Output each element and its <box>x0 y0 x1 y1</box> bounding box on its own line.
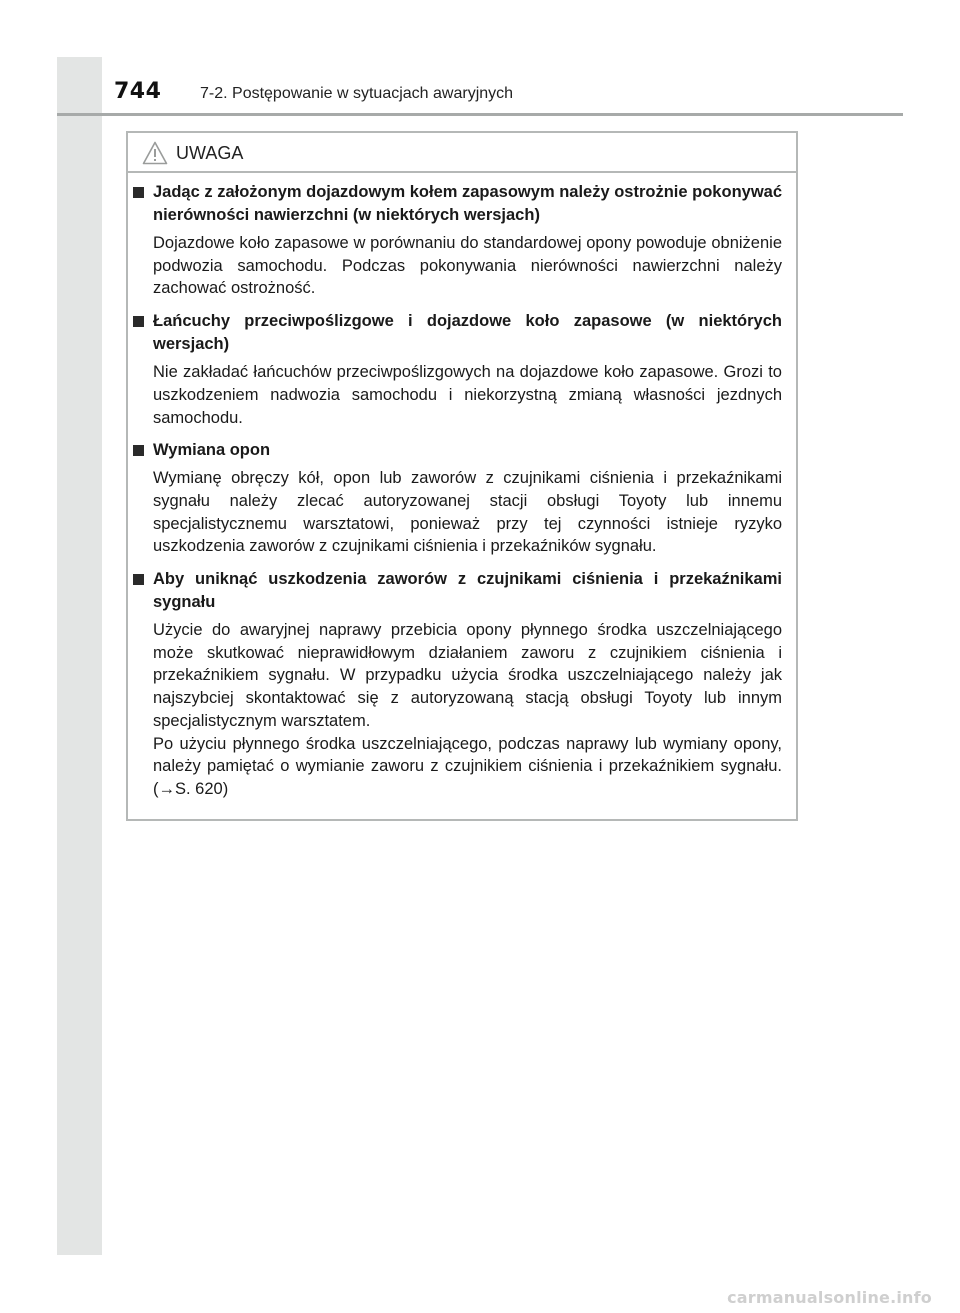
header-divider <box>57 113 903 116</box>
section-heading-text: Wymiana opon <box>153 441 271 460</box>
section-body <box>131 619 782 801</box>
warning-title: UWAGA <box>176 143 244 163</box>
section-paragraph: Dojazdowe koło zapasowe w porównaniu do standardowej opony powoduje obniżenie podwozia samochodu. Podczas pokonywania nierówności nawierzchni należy zachować ostrożność. <box>153 234 782 298</box>
section-paragraph: Użycie do awaryjnej naprawy przebicia opony płynnego środka uszczelniającego może skutkować nieprawidłowym działaniem zaworu z czujnikiem ciśnienia i przekaźnikiem sygnału. W przypadku użycia środka uszczelniającego należy jak najszybciej skontaktować się z autoryzowaną stacją obsługi Toyoty lub innym specjalistycznym warsztatem. <box>153 621 782 730</box>
warning-section <box>131 439 782 558</box>
page-number: 744 <box>114 79 162 104</box>
square-bullet-icon <box>133 445 144 456</box>
warning-section <box>131 310 782 429</box>
section-heading <box>131 310 782 356</box>
page-header <box>100 76 903 112</box>
warning-content <box>131 181 782 811</box>
chapter-title: 7-2. Postępowanie w sytuacjach awaryjnych <box>200 85 514 102</box>
section-heading-text: Łańcuchy przeciwpoślizgowe i dojazdowe koło zapasowe (w niektórych wersjach) <box>153 312 782 354</box>
warning-header <box>128 133 796 173</box>
warning-section <box>131 181 782 300</box>
side-band <box>57 57 102 1255</box>
section-body <box>131 467 782 558</box>
section-heading <box>131 568 782 614</box>
square-bullet-icon <box>133 187 144 198</box>
section-heading-text: Jadąc z założonym dojazdowym kołem zapasowym należy ostrożnie pokonywać nierówności nawierzchni (w niektórych wersjach) <box>153 183 783 224</box>
section-paragraph: Wymianę obręczy kół, opon lub zaworów z czujnikami ciśnienia i przekaźnikami sygnału należy zlecać autoryzowanej stacji obsługi Toyoty lub innemu specjalistycznemu warsztatowi, ponieważ przy tej czynności istnieje ryzyko uszkodzenia zaworów z czujnikami ciśnienia i przekaźników sygnału. <box>153 469 782 556</box>
section-heading <box>131 181 782 227</box>
section-body <box>131 361 782 429</box>
section-paragraph: Po użyciu płynnego środka uszczelniającego, podczas naprawy lub wymiany opony, należy pamiętać o wymianie zaworu z czujnikiem ciśnienia i przekaźnikiem sygnału. (→S. 620) <box>153 734 782 798</box>
warning-section <box>131 568 782 801</box>
section-heading-text: Aby uniknąć uszkodzenia zaworów z czujnikami ciśnienia i przekaźnikami sygnału <box>153 570 782 612</box>
warning-triangle-icon <box>142 141 168 165</box>
section-paragraph: Nie zakładać łańcuchów przeciwpoślizgowych na dojazdowe koło zapasowe. Grozi to uszkodzeniem nadwozia samochodu i niekorzystną zmianą własności jezdnych samochodu. <box>153 363 782 427</box>
site-watermark: carmanualsonline.info <box>727 1288 932 1307</box>
square-bullet-icon <box>133 316 144 327</box>
warning-box <box>126 131 798 821</box>
square-bullet-icon <box>133 574 144 585</box>
section-body <box>131 232 782 300</box>
section-heading <box>131 439 782 462</box>
